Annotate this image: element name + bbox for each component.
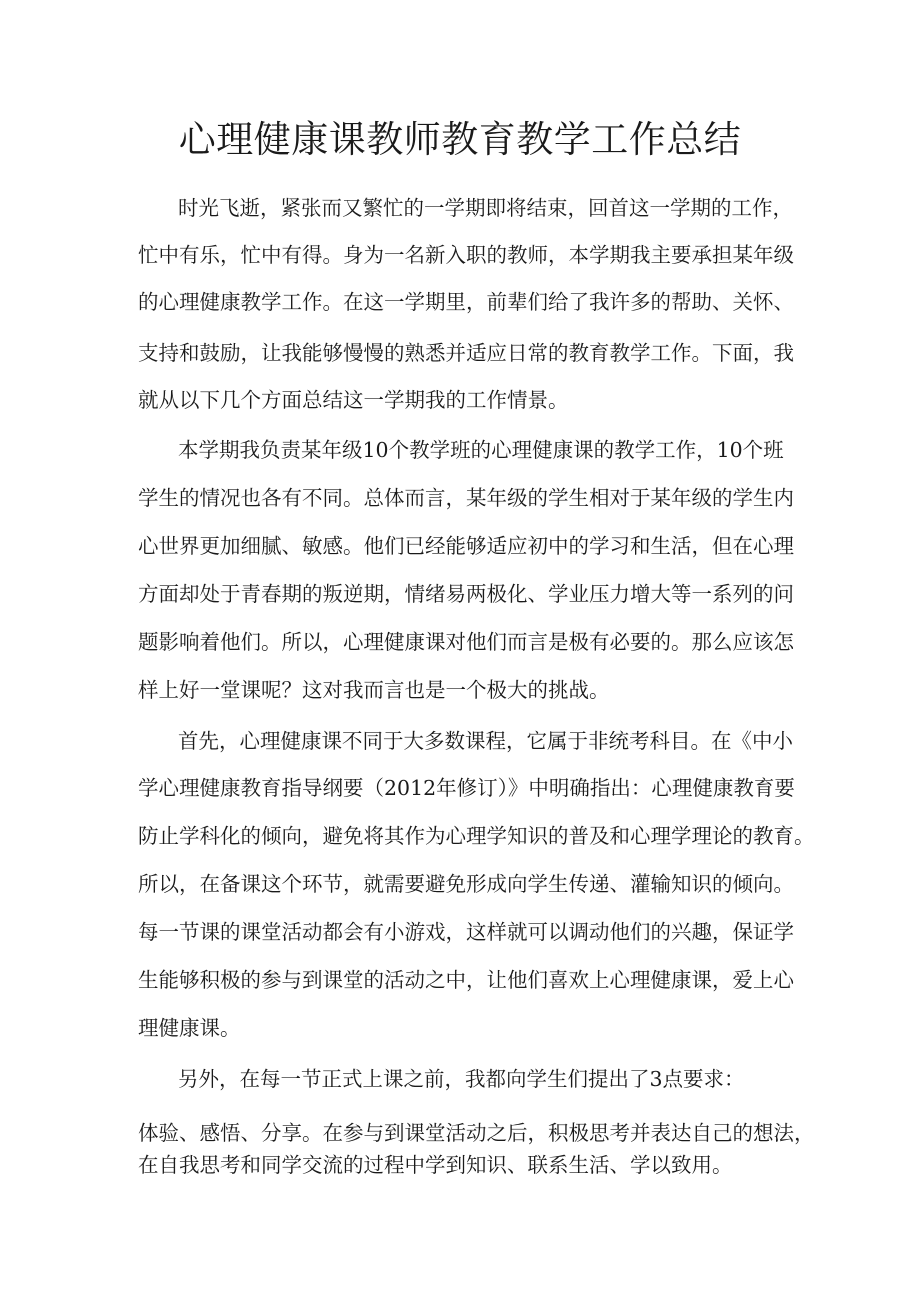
paragraph-2-line-4: 方面却处于青春期的叛逆期，情绪易两极化、学业压力增大等一系列的问 [138,582,794,606]
paragraph-2-line-3: 心世界更加细腻、敏感。他们已经能够适应初中的学习和生活，但在心理 [138,534,794,558]
paragraph-1-line-2: 忙中有乐，忙中有得。身为一名新入职的教师，本学期我主要承担某年级 [138,243,794,267]
paragraph-3-line-3: 防止学科化的倾向，避免将其作为心理学知识的普及和心理学理论的教育。 [138,824,815,848]
paragraph-2-line-1: 本学期我负责某年级10个教学班的心理健康课的教学工作，10个班 [178,438,784,462]
paragraph-3-line-1: 首先，心理健康课不同于大多数课程，它属于非统考科目。在《中小 [178,729,793,753]
paragraph-4-line-3: 在自我思考和同学交流的过程中学到知识、联系生活、学以致用。 [138,1153,733,1177]
paragraph-3-line-6: 生能够积极的参与到课堂的活动之中，让他们喜欢上心理健康课，爱上心 [138,968,794,992]
paragraph-3-line-7: 理健康课。 [138,1016,241,1040]
paragraph-1-line-3: 的心理健康教学工作。在这一学期里，前辈们给了我许多的帮助、关怀、 [138,290,794,314]
document-title: 心理健康课教师教育教学工作总结 [178,118,742,161]
paragraph-3-line-2: 学心理健康教育指导纲要（2012年修订）》中明确指出：心理健康教育要 [138,776,795,800]
paragraph-1-line-4: 支持和鼓励，让我能够慢慢的熟悉并适应日常的教育教学工作。下面，我 [138,341,794,365]
paragraph-4-line-2: 体验、感悟、分享。在参与到课堂活动之后，积极思考并表达自己的想法， [138,1121,815,1145]
paragraph-3-line-4: 所以，在备课这个环节，就需要避免形成向学生传递、灌输知识的倾向。 [138,872,794,896]
paragraph-4-line-1: 另外，在每一节正式上课之前，我都向学生们提出了3点要求： [178,1067,745,1091]
paragraph-3-line-5: 每一节课的课堂活动都会有小游戏，这样就可以调动他们的兴趣，保证学 [138,920,794,944]
paragraph-1-line-1: 时光飞逝，紧张而又繁忙的一学期即将结束，回首这一学期的工作， [178,196,793,220]
paragraph-1-line-5: 就从以下几个方面总结这一学期我的工作情景。 [138,388,569,412]
paragraph-2-line-2: 学生的情况也各有不同。总体而言，某年级的学生相对于某年级的学生内 [138,486,794,510]
paragraph-2-line-5: 题影响着他们。所以，心理健康课对他们而言是极有必要的。那么应该怎 [138,630,794,654]
paragraph-2-line-6: 样上好一堂课呢？这对我而言也是一个极大的挑战。 [138,678,610,702]
